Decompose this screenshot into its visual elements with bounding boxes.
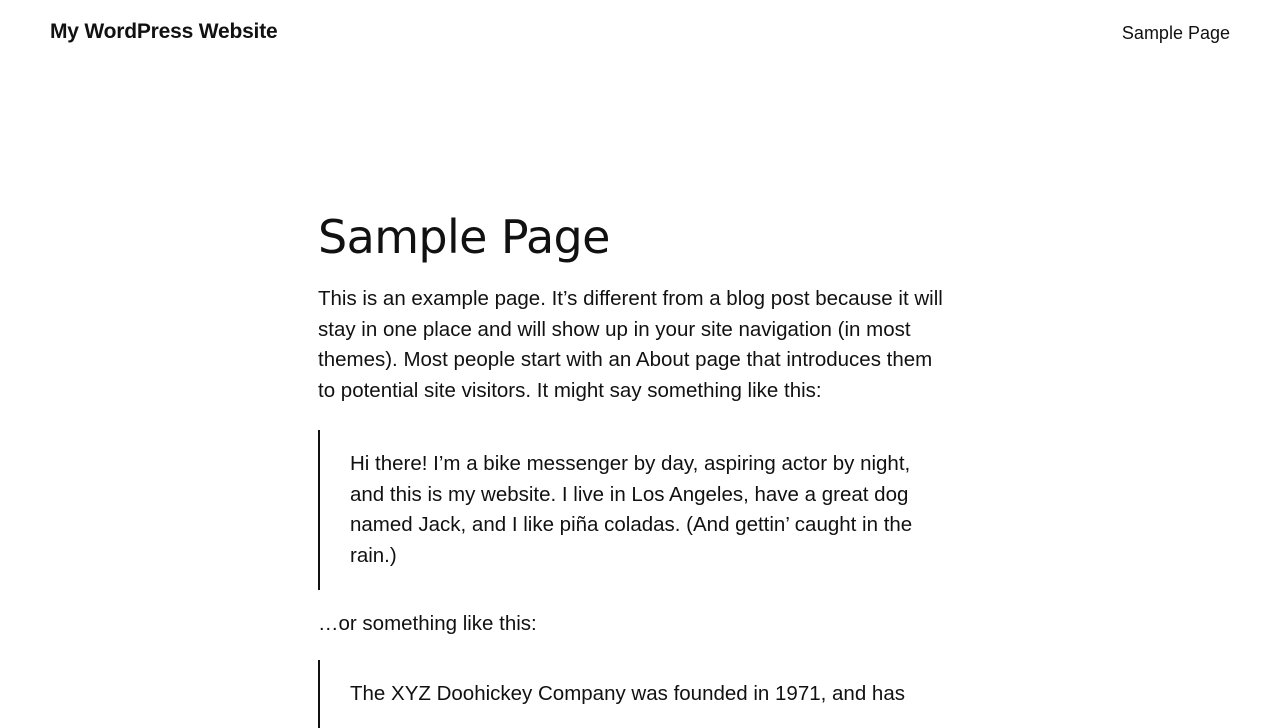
blockquote-bike-messenger (318, 430, 946, 590)
primary-navigation (1122, 23, 1230, 44)
site-header (0, 0, 1280, 72)
page-title: Sample Page (318, 206, 946, 268)
quote-text: Hi there! I’m a bike messenger by day, aspiring actor by night, and this is my website. I live in Los Angeles, have a great dog named Jack, and I like piña coladas. (And gettin’ caught in the rain.) (350, 449, 930, 571)
quote-text: The XYZ Doohickey Company was founded in 1971, and has (350, 679, 930, 710)
intro-paragraph: This is an example page. It’s different from a blog post because it will stay in one place and will show up in your site navigation (in most themes). Most people start with an About page that introduces them to potential site visitors. It might say something like this: (318, 284, 946, 406)
transition-paragraph: …or something like this: (318, 609, 946, 640)
nav-item-sample-page[interactable]: Sample Page (1122, 23, 1230, 44)
site-title-link[interactable]: My WordPress Website (50, 20, 277, 44)
page-content (318, 206, 946, 728)
